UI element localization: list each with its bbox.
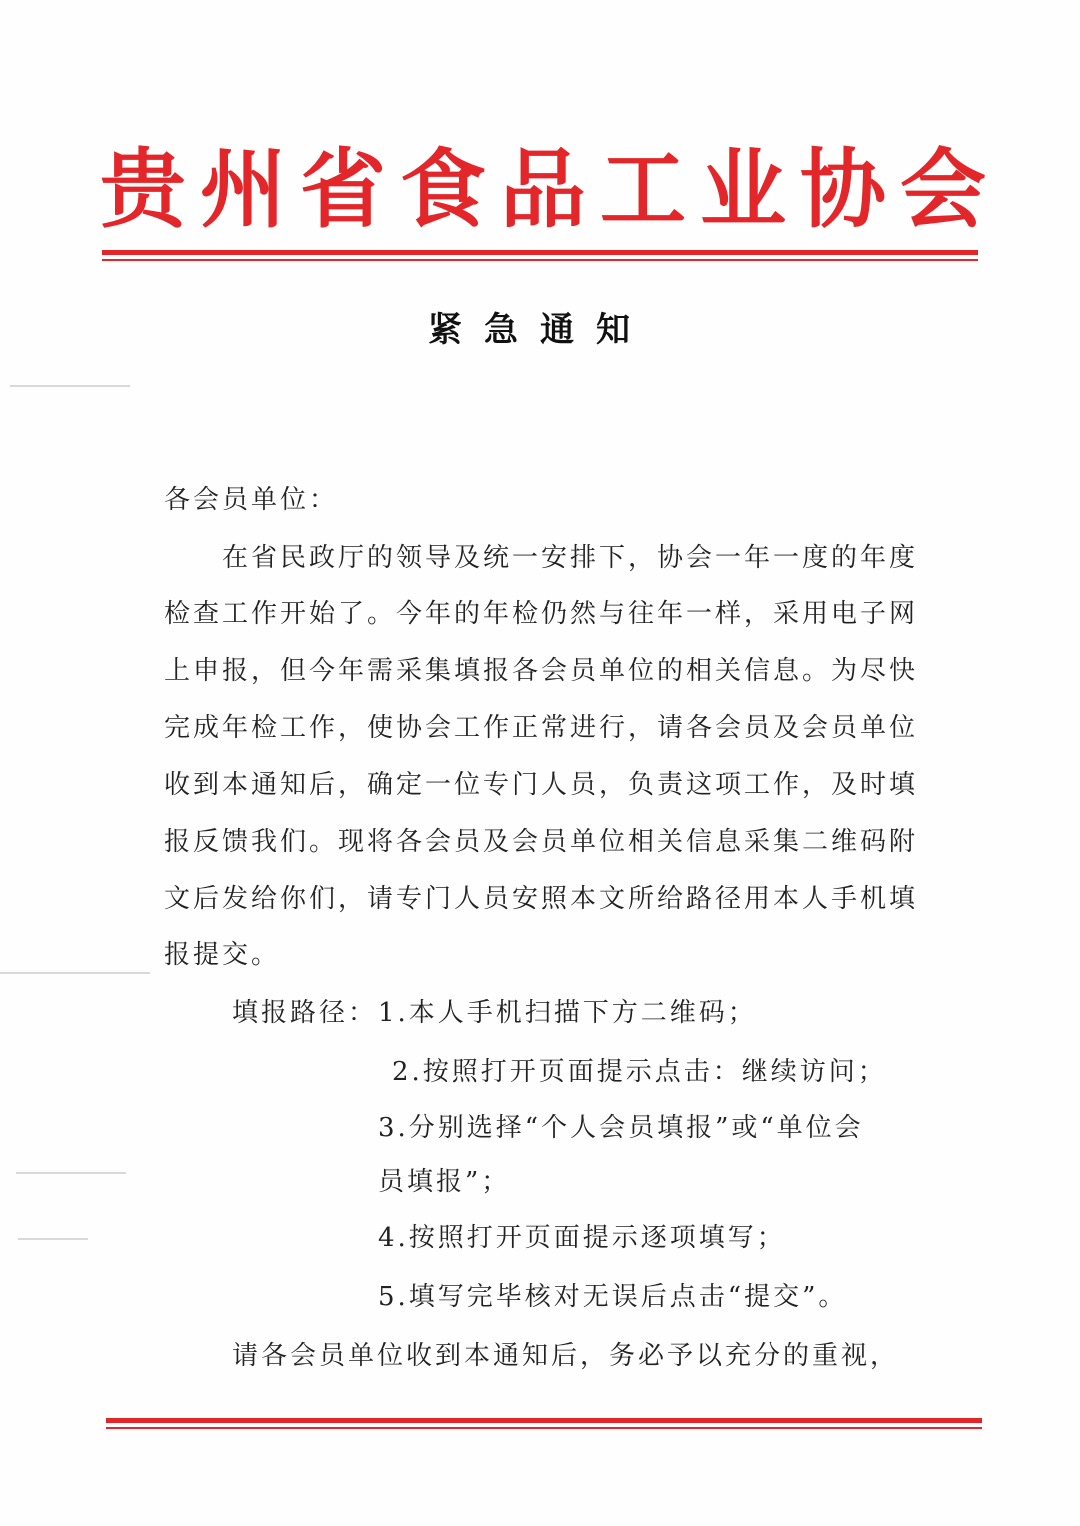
scan-speck bbox=[18, 1238, 88, 1240]
paragraph-line: 上申报，但今年需采集填报各会员单位的相关信息。为尽快 bbox=[164, 656, 919, 686]
scan-speck bbox=[16, 1172, 126, 1174]
paragraph-line: 收到本通知后，确定一位专门人员，负责这项工作，及时填 bbox=[164, 770, 919, 800]
paragraph-line: 在省民政厅的领导及统一安排下，协会一年一度的年度 bbox=[222, 543, 919, 573]
steps-label: 填报路径： bbox=[232, 998, 378, 1028]
paragraph-line: 完成年检工作，使协会工作正常进行，请各会员及会员单位 bbox=[164, 713, 919, 743]
notice-title: 紧急通知 bbox=[428, 310, 652, 350]
step-4: 4.按照打开页面提示逐项填写； bbox=[378, 1223, 786, 1253]
step-1: 1.本人手机扫描下方二维码； bbox=[378, 998, 757, 1028]
step-3: 3.分别选择“个人会员填报”或“单位会 bbox=[378, 1113, 864, 1143]
step-5: 5.填写完毕核对无误后点击“提交”。 bbox=[378, 1282, 848, 1312]
letterhead-rule-thick bbox=[102, 250, 978, 255]
salutation: 各会员单位： bbox=[164, 485, 339, 515]
paragraph-line: 报提交。 bbox=[164, 940, 281, 970]
step-3-continued: 员填报”； bbox=[378, 1167, 511, 1197]
footer-rule-thick bbox=[106, 1418, 982, 1423]
letterhead-rule-thin bbox=[102, 259, 978, 261]
footer-rule-thin bbox=[106, 1427, 982, 1429]
scan-speck bbox=[10, 385, 130, 387]
step-2: 2.按照打开页面提示点击：继续访问； bbox=[392, 1057, 887, 1087]
paragraph-line: 报反馈我们。现将各会员及会员单位相关信息采集二维码附 bbox=[164, 827, 919, 857]
scan-speck bbox=[0, 972, 150, 974]
paragraph-line: 检查工作开始了。今年的年检仍然与往年一样，采用电子网 bbox=[164, 599, 919, 629]
letterhead-org-name: 贵州省食品工业协会 bbox=[100, 139, 1000, 240]
closing-line: 请各会员单位收到本通知后，务必予以充分的重视， bbox=[232, 1341, 900, 1371]
paragraph-line: 文后发给你们，请专门人员安照本文所给路径用本人手机填 bbox=[164, 884, 919, 914]
